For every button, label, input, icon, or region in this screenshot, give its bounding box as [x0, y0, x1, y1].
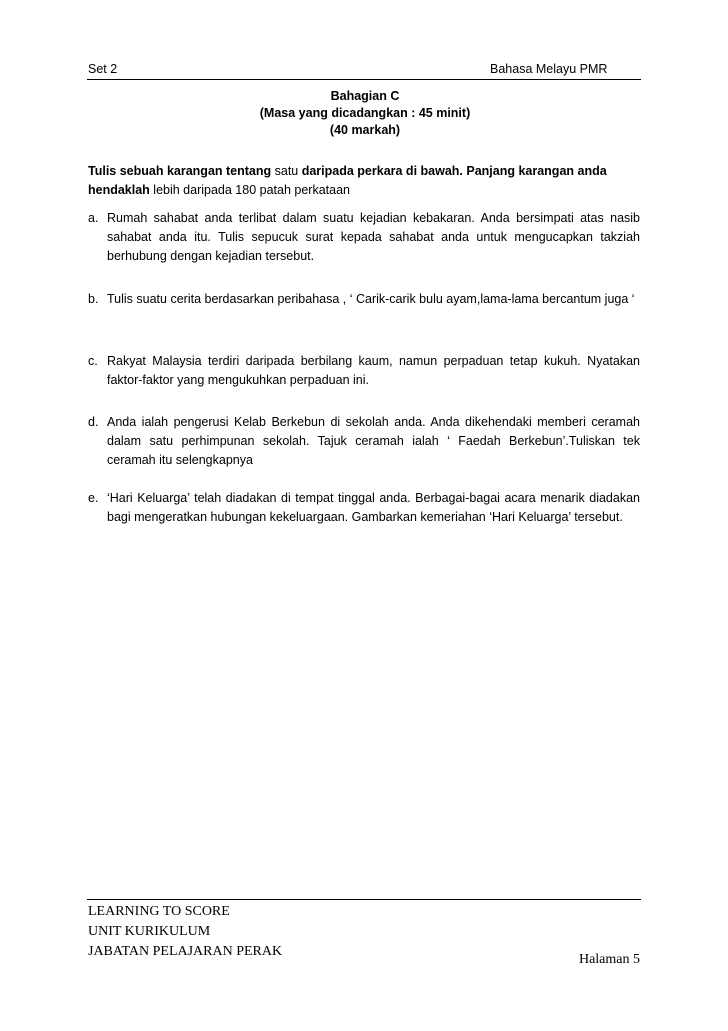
question-a	[88, 209, 640, 266]
question-text: Rumah sahabat anda terlibat dalam suatu kejadian kebakaran. Anda bersimpati atas nasib sahabat anda itu. Tulis sepucuk surat kepada sahabat anda untuk mengucapkan takziah berhubung dengan kejadian tersebut.	[107, 211, 640, 263]
section-title-line2: (Masa yang dicadangkan : 45 minit)	[259, 106, 471, 120]
question-label: c.	[88, 354, 98, 368]
question-label: d.	[88, 415, 99, 429]
instruction-bold-1: Tulis sebuah karangan tentang	[88, 164, 272, 178]
question-label: a.	[88, 211, 99, 225]
footer-line3: JABATAN PELAJARAN PERAK	[88, 944, 283, 959]
question-d	[88, 413, 640, 470]
question-b	[88, 290, 640, 309]
question-label: e.	[88, 491, 99, 505]
section-title	[210, 88, 520, 139]
question-label: b.	[88, 292, 99, 306]
header-left: Set 2	[88, 62, 118, 76]
footer-line2: UNIT KURIKULUM	[88, 924, 211, 939]
footer-divider	[87, 899, 641, 900]
instruction-bold-2: daripada perkara di bawah. Panjang karangan anda hendaklah	[88, 164, 607, 197]
header-divider	[87, 79, 641, 80]
instruction	[88, 162, 640, 200]
question-c	[88, 352, 640, 390]
question-text: Tulis suatu cerita berdasarkan peribahasa , ‘ Carik-carik bulu ayam,lama-lama bercantum juga ‘	[107, 292, 635, 306]
section-title-line1: Bahagian C	[330, 89, 400, 103]
question-text: ‘Hari Keluarga’ telah diadakan di tempat tinggal anda. Berbagai-bagai acara menarik diadakan bagi mengeratkan hubungan kekeluargaan. Gambarkan kemeriahan ‘Hari Keluarga’ tersebut.	[107, 491, 640, 524]
question-e	[88, 489, 640, 527]
instruction-normal-2: lebih daripada 180 patah perkataan	[149, 183, 350, 197]
page-number: Halaman 5	[578, 952, 640, 967]
header-right: Bahasa Melayu PMR	[490, 62, 608, 76]
question-text: Anda ialah pengerusi Kelab Berkebun di sekolah anda. Anda dikehendaki memberi ceramah dalam satu perhimpunan sekolah. Tajuk ceramah ialah ‘ Faedah Berkebun’.Tuliskan tek ceramah itu selengkapnya	[107, 415, 640, 467]
instruction-normal-1: satu	[271, 164, 302, 178]
question-text: Rakyat Malaysia terdiri daripada berbilang kaum, namun perpaduan tetap kukuh. Nyatakan faktor-faktor yang mengukuhkan perpaduan ini.	[107, 354, 640, 387]
footer-line1: LEARNING TO SCORE	[88, 904, 230, 919]
section-title-line3: (40 markah)	[329, 123, 401, 137]
footer	[88, 902, 282, 962]
